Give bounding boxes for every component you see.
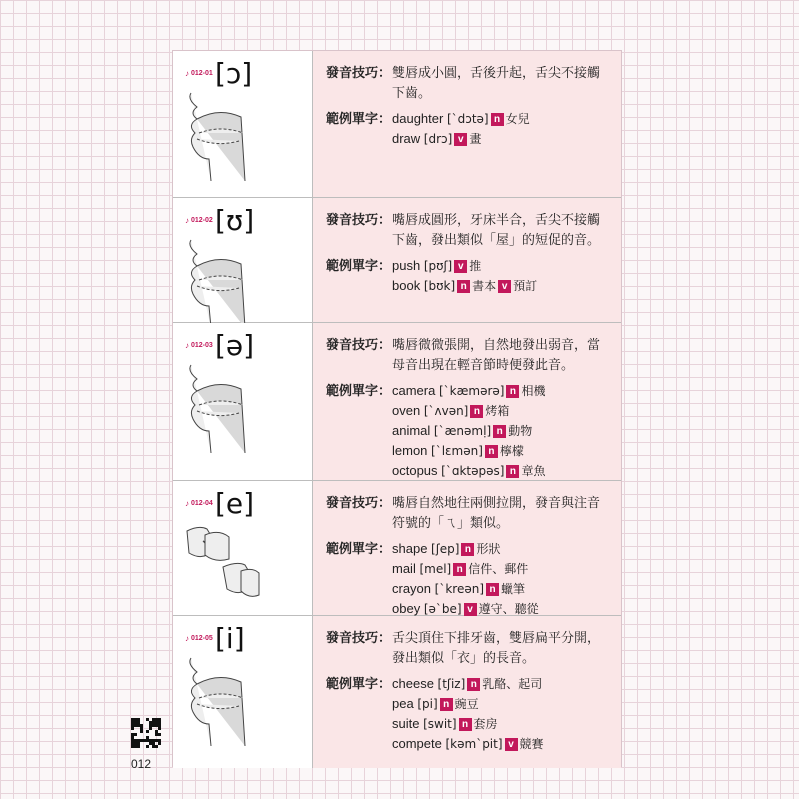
pos-tag-noun: n [493, 425, 506, 438]
word-ipa: [ˋʌvən] [423, 404, 469, 418]
track-number: 012-04 [191, 500, 213, 507]
mouth-diagram-icon [185, 89, 260, 184]
word-entry [392, 109, 611, 129]
word-entry [392, 674, 611, 694]
mouth-diagram [185, 361, 260, 461]
phoneme-left-panel [173, 198, 313, 322]
example-words [326, 381, 611, 481]
mouth-diagram [185, 89, 260, 189]
word-text: shape [392, 541, 432, 556]
words-label: 範例單字： [326, 541, 392, 556]
pos-tag-verb: v [454, 133, 467, 146]
word-ipa: [pʊʃ] [423, 259, 453, 273]
pos-tag-noun: n [485, 445, 498, 458]
word-ipa: [ʃep] [431, 542, 460, 556]
mouth-diagram-icon [185, 361, 260, 456]
word-ipa: [ˋɑktəpəs] [441, 464, 505, 478]
pos-tag-verb: v [498, 280, 511, 293]
pronunciation-tips [326, 493, 611, 533]
word-ipa: [ˋkæmərə] [438, 384, 505, 398]
phonetic-symbol: [ɔ] [215, 57, 253, 90]
mouth-diagram-icon [185, 519, 260, 614]
tips-label: 發音技巧： [326, 337, 392, 352]
pronunciation-tips [326, 628, 611, 668]
pos-tag-noun: n [457, 280, 470, 293]
word-text: pea [392, 696, 418, 711]
pos-tag-verb: v [464, 603, 477, 616]
word-meaning: 信件、郵件 [468, 562, 529, 576]
word-meaning: 女兒 [505, 112, 530, 126]
example-words [326, 256, 611, 296]
tips-text: 嘴唇成圓形，牙床半合，舌尖不接觸下齒，發出類似「屋」的短促的音。 [392, 212, 601, 247]
word-meaning: 畫 [469, 132, 482, 146]
word-ipa: [ˋlɛmən] [431, 444, 483, 458]
pos-tag-noun: n [453, 563, 466, 576]
word-list [392, 381, 611, 481]
word-entry [392, 714, 611, 734]
word-meaning: 預訂 [513, 279, 538, 293]
pos-tag-verb: v [505, 738, 518, 751]
word-entry [392, 401, 611, 421]
tips-label: 發音技巧： [326, 212, 392, 227]
track-number: 012-03 [191, 342, 213, 349]
phoneme-row [173, 51, 621, 198]
word-entry [392, 539, 611, 559]
tips-label: 發音技巧： [326, 630, 392, 645]
word-entry [392, 579, 611, 599]
phonetic-symbol: [i] [215, 622, 245, 655]
word-meaning: 章魚 [521, 464, 546, 478]
word-text: suite [392, 716, 424, 731]
phoneme-row [173, 481, 621, 616]
word-meaning: 相機 [521, 384, 546, 398]
word-meaning: 檸檬 [499, 444, 524, 458]
tips-text: 嘴唇自然地往兩側拉開，發音與注音符號的「ㄟ」類似。 [392, 495, 601, 530]
track-number: 012-02 [191, 217, 213, 224]
pos-tag-noun: n [440, 698, 453, 711]
music-note-icon: ♪ [185, 216, 189, 225]
word-text: daughter [392, 111, 447, 126]
word-entry [392, 734, 611, 754]
mouth-diagram-icon [185, 236, 260, 331]
word-text: camera [392, 383, 439, 398]
phoneme-row [173, 323, 621, 481]
word-text: compete [392, 736, 446, 751]
phoneme-left-panel [173, 481, 313, 615]
phoneme-details [313, 51, 621, 197]
word-ipa: [ˋænəmḷ] [433, 424, 492, 438]
audio-track[interactable] [185, 341, 213, 350]
word-text: crayon [392, 581, 435, 596]
phoneme-details [313, 616, 621, 768]
audio-track[interactable] [185, 499, 213, 508]
pos-tag-noun: n [461, 543, 474, 556]
word-entry [392, 461, 611, 481]
word-meaning: 動物 [508, 424, 533, 438]
audio-track[interactable] [185, 69, 213, 78]
pronunciation-tips [326, 63, 611, 103]
word-list [392, 256, 611, 296]
page-number: 012 [131, 757, 152, 771]
tips-text: 雙唇成小圓，舌後升起，舌尖不接觸下齒。 [392, 65, 601, 100]
word-text: push [392, 258, 424, 273]
phonetic-symbol: [e] [215, 487, 255, 520]
word-entry [392, 694, 611, 714]
word-meaning: 書本 [472, 279, 497, 293]
phonetic-symbol: [ʊ] [215, 204, 255, 237]
word-ipa: [ˋkreən] [434, 582, 484, 596]
pos-tag-noun: n [491, 113, 504, 126]
qr-code[interactable] [131, 718, 161, 748]
word-ipa: [swit] [423, 717, 457, 731]
words-label: 範例單字： [326, 111, 392, 126]
mouth-diagram-icon [185, 654, 260, 749]
word-ipa: [ˋdɔtə] [446, 112, 489, 126]
mouth-diagram [185, 654, 260, 754]
word-entry [392, 441, 611, 461]
word-text: oven [392, 403, 424, 418]
pronunciation-tips [326, 335, 611, 375]
word-text: obey [392, 601, 424, 616]
word-entry [392, 256, 611, 276]
track-number: 012-05 [191, 635, 213, 642]
words-label: 範例單字： [326, 676, 392, 691]
tips-text: 嘴唇微微張開，自然地發出弱音，當母音出現在輕音節時便發此音。 [392, 337, 601, 372]
tips-label: 發音技巧： [326, 65, 392, 80]
word-meaning: 豌豆 [454, 697, 479, 711]
words-label: 範例單字： [326, 258, 392, 273]
word-ipa: [mel] [419, 562, 452, 576]
example-words [326, 539, 611, 619]
word-ipa: [əˋbe] [423, 602, 462, 616]
audio-track[interactable] [185, 634, 213, 643]
word-ipa: [bʊk] [423, 279, 456, 293]
word-ipa: [drɔ] [423, 132, 453, 146]
word-text: draw [392, 131, 424, 146]
word-meaning: 形狀 [476, 542, 501, 556]
word-text: lemon [392, 443, 432, 458]
pos-tag-noun: n [506, 385, 519, 398]
phoneme-details [313, 481, 621, 615]
word-meaning: 蠟筆 [501, 582, 526, 596]
phoneme-row [173, 198, 621, 323]
word-list [392, 674, 611, 754]
track-number: 012-01 [191, 70, 213, 77]
word-text: animal [392, 423, 434, 438]
word-meaning: 推 [469, 259, 482, 273]
phoneme-details [313, 323, 621, 480]
word-entry [392, 381, 611, 401]
word-ipa: [pi] [417, 697, 438, 711]
phoneme-left-panel [173, 323, 313, 480]
word-entry [392, 421, 611, 441]
word-text: cheese [392, 676, 438, 691]
pronunciation-tips [326, 210, 611, 250]
example-words [326, 674, 611, 754]
phoneme-row [173, 616, 621, 768]
tips-text: 舌尖頂住下排牙齒，雙唇扁平分開，發出類似「衣」的長音。 [392, 630, 601, 665]
tips-label: 發音技巧： [326, 495, 392, 510]
pos-tag-noun: n [459, 718, 472, 731]
word-text: octopus [392, 463, 442, 478]
phoneme-left-panel [173, 51, 313, 197]
pos-tag-noun: n [506, 465, 519, 478]
word-entry [392, 559, 611, 579]
phoneme-left-panel [173, 616, 313, 768]
word-list [392, 109, 611, 149]
word-list [392, 539, 611, 619]
word-ipa: [tʃiz] [437, 677, 466, 691]
word-meaning: 套房 [473, 717, 498, 731]
mouth-diagram [185, 519, 260, 619]
words-label: 範例單字： [326, 383, 392, 398]
music-note-icon: ♪ [185, 69, 189, 78]
word-meaning: 遵守、聽從 [478, 602, 539, 616]
pos-tag-verb: v [454, 260, 467, 273]
word-meaning: 競賽 [519, 737, 544, 751]
word-text: book [392, 278, 424, 293]
pos-tag-noun: n [486, 583, 499, 596]
music-note-icon: ♪ [185, 634, 189, 643]
pos-tag-noun: n [470, 405, 483, 418]
phonetic-symbol: [ə] [215, 329, 255, 362]
word-ipa: [kəmˋpit] [445, 737, 503, 751]
audio-track[interactable] [185, 216, 213, 225]
music-note-icon: ♪ [185, 499, 189, 508]
word-meaning: 乳酪、起司 [482, 677, 543, 691]
example-words [326, 109, 611, 149]
phonetics-card [172, 50, 622, 767]
word-text: mail [392, 561, 420, 576]
word-entry [392, 129, 611, 149]
mouth-diagram [185, 236, 260, 336]
music-note-icon: ♪ [185, 341, 189, 350]
word-meaning: 烤箱 [485, 404, 510, 418]
phoneme-details [313, 198, 621, 322]
word-entry [392, 276, 611, 296]
pos-tag-noun: n [467, 678, 480, 691]
